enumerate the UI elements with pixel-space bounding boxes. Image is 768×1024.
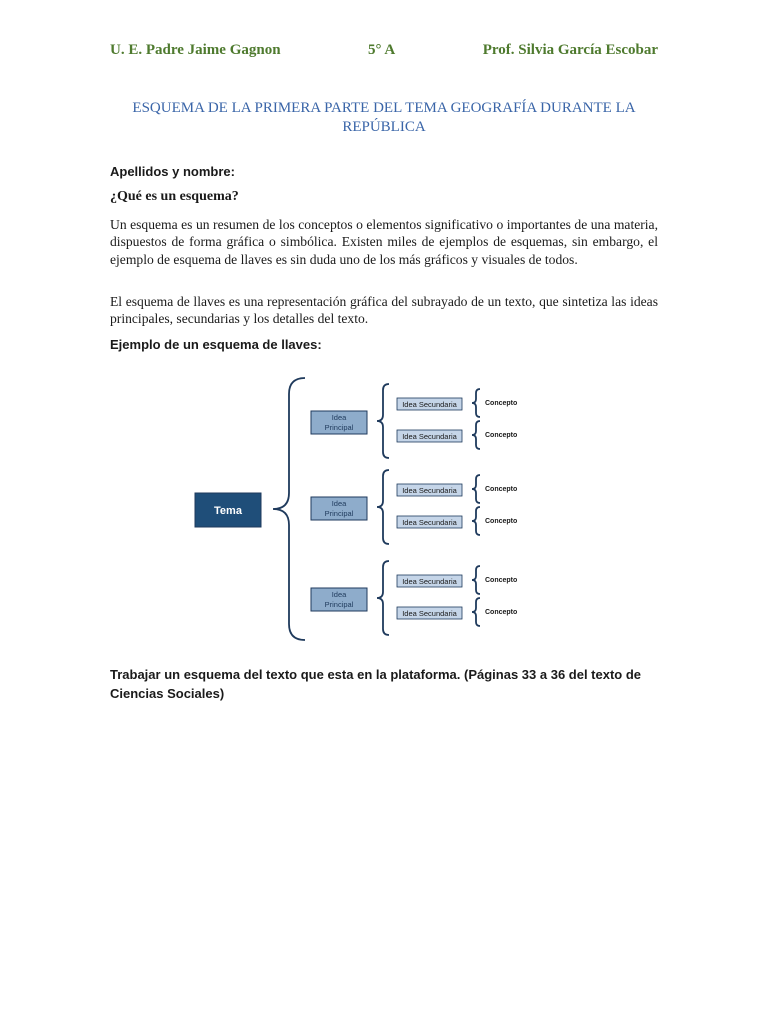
- assignment-text: Trabajar un esquema del texto que esta en la plataforma. (Páginas 33 a 36 del texto de Ciencias Sociales): [110, 667, 642, 701]
- secondary-idea-label: Idea Secundaria: [402, 609, 457, 618]
- main-idea-label: Principal: [324, 423, 354, 432]
- name-label: Apellidos y nombre:: [110, 164, 235, 179]
- concept-brace: [472, 421, 480, 449]
- concept-label: Concepto: [485, 486, 518, 493]
- root-label: Tema: [214, 505, 242, 517]
- school-name: U. E. Padre Jaime Gagnon: [110, 42, 281, 58]
- main-idea-label: Principal: [324, 509, 354, 518]
- secondary-brace: [377, 470, 389, 544]
- concept-brace: [472, 507, 480, 535]
- concept-brace: [472, 475, 480, 503]
- main-idea-label: Idea: [331, 590, 347, 599]
- teacher-name: Prof. Silvia García Escobar: [482, 42, 658, 58]
- secondary-brace: [377, 384, 389, 458]
- main-idea-label: Principal: [324, 600, 354, 609]
- document-title: ESQUEMA DE LA PRIMERA PARTE DEL TEMA GEOGRAFÍA DURANTE LA REPÚBLICA: [132, 100, 636, 135]
- concept-brace: [472, 566, 480, 594]
- example-label: Ejemplo de un esquema de llaves:: [110, 337, 322, 352]
- concept-label: Concepto: [485, 518, 518, 525]
- concept-brace: [472, 389, 480, 417]
- concept-label: Concepto: [485, 609, 518, 616]
- secondary-idea-label: Idea Secundaria: [402, 400, 457, 409]
- paragraph-definition: Un esquema es un resumen de los conceptos o elementos significativo o importantes de una materia, dispuestos de forma gráfica o simbólica. Existen miles de ejemplos de esquemas, sin embargo, el ejemplo de esquema de llaves es sin duda uno de los más gráficos y visuales de todos.: [110, 217, 658, 267]
- main-brace: [273, 378, 305, 640]
- concept-label: Concepto: [485, 577, 518, 584]
- secondary-brace: [377, 561, 389, 635]
- concept-label: Concepto: [485, 400, 518, 407]
- question-heading: ¿Qué es un esquema?: [110, 189, 239, 204]
- main-idea-label: Idea: [331, 413, 347, 422]
- grade: 5° A: [368, 42, 396, 58]
- secondary-idea-label: Idea Secundaria: [402, 432, 457, 441]
- paragraph-brace-scheme: El esquema de llaves es una representación gráfica del subrayado de un texto, que sintetiza las ideas principales, secundarias y los detalles del texto.: [110, 294, 658, 327]
- concept-label: Concepto: [485, 432, 518, 439]
- secondary-idea-label: Idea Secundaria: [402, 577, 457, 586]
- concept-brace: [472, 598, 480, 626]
- secondary-idea-label: Idea Secundaria: [402, 518, 457, 527]
- main-idea-label: Idea: [331, 499, 347, 508]
- secondary-idea-label: Idea Secundaria: [402, 486, 457, 495]
